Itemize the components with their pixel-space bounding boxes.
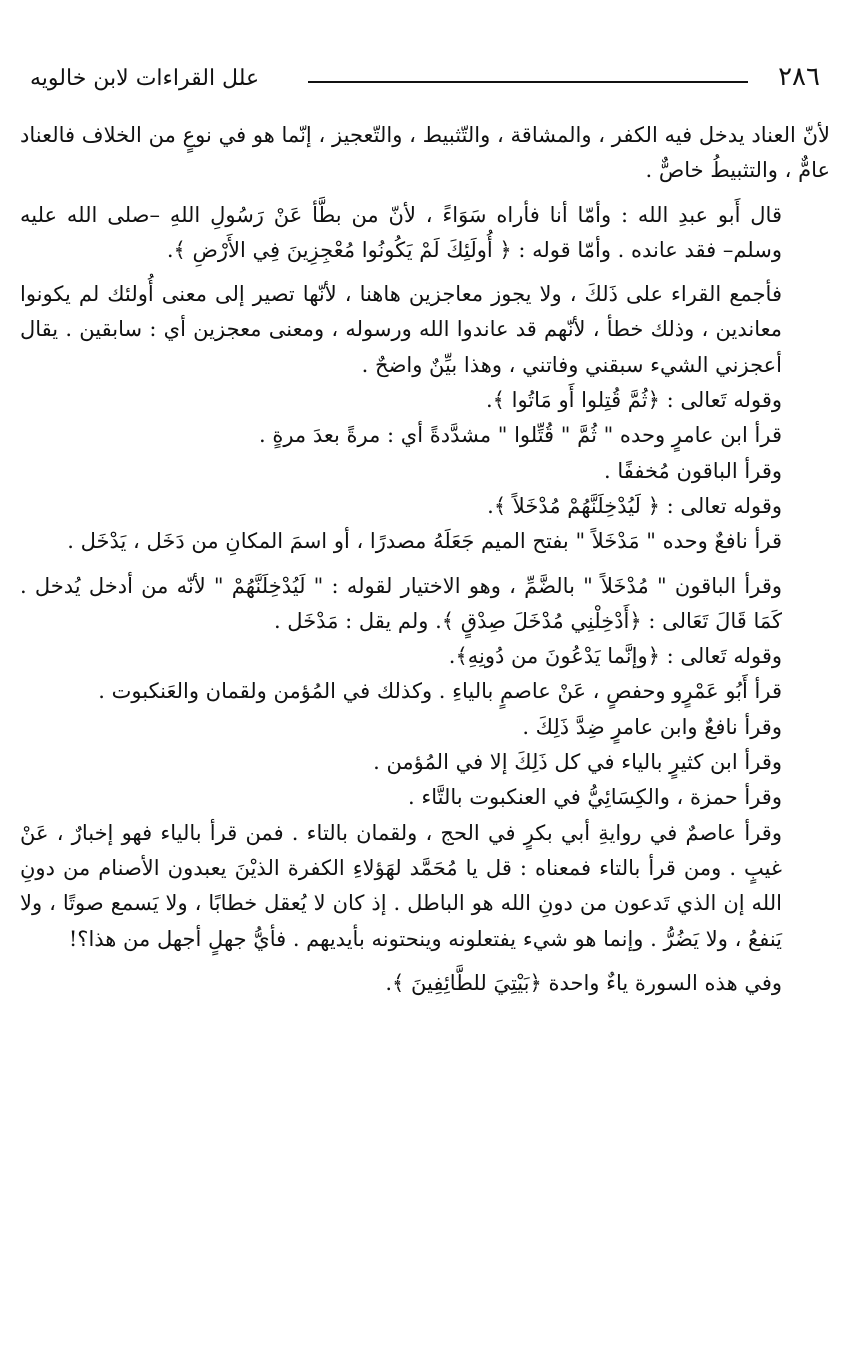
- paragraph-text: وقوله تَعالى :: [659, 388, 782, 413]
- paragraph: وقرأ الباقون مُخففًا .: [603, 458, 782, 483]
- header-rule: [308, 81, 748, 83]
- quran-quote: ﴿أَدْخِلْنِي مُدْخَلَ صِدْقٍ ﴾: [441, 608, 642, 633]
- paragraph: [20, 569, 830, 640]
- paragraph: فأجمع القراء على ذَلكَ ، ولا يجوز معاجزين هاهنا ، لأنّها تصير إلى معنى أُولئك لم يكونوا معاندين ، وذلك خطأ ، لأنّهم قد عاندوا الله ورسوله ، ومعنى معجزين أي : سابقين . يقال أعجزني الشيء سبقني وفاتني ، وهذا بيِّنٌ واضحٌ .: [20, 282, 782, 377]
- paragraph: لأنّ العناد يدخل فيه الكفر ، والمشاقة ، والتّثبيط ، والتّعجيز ، إنّما هو في نوعٍ من الخلاف فالعناد عامٌّ ، والتثبيطُ خاصٌّ .: [20, 123, 830, 183]
- paragraph-text: . ولم يقل : مَدْخَل .: [273, 608, 442, 633]
- paragraph-text: وفي هذه السورة ياءٌ واحدة: [541, 970, 782, 995]
- paragraph: [20, 198, 830, 269]
- quran-quote: ﴿وإنَّما يَدْعُونَ من دُونِهِ﴾: [455, 644, 660, 669]
- running-title: علل القراءات لابن خالويه: [30, 66, 260, 91]
- paragraph-text: وقوله تَعالى :: [659, 644, 782, 669]
- paragraph: [20, 639, 830, 674]
- body-text: [20, 118, 830, 1001]
- punctuation: .: [385, 970, 393, 995]
- quran-quote: ﴿ لَيُدْخِلَنَّهُمْ مُدْخَلاً ﴾: [493, 493, 660, 518]
- paragraph: وقرأ نافعٌ وابن عامرٍ ضِدَّ ذَلِكَ .: [522, 714, 782, 739]
- punctuation: .: [448, 644, 456, 669]
- paragraph: [20, 383, 830, 418]
- page-number: ٢٨٦: [778, 62, 820, 92]
- quran-quote: ﴿بَيْتِيَ للطَّائِفِينَ ﴾: [392, 970, 542, 995]
- page-header: [30, 60, 820, 100]
- paragraph-text: وقوله تعالى :: [659, 493, 782, 518]
- paragraph-text: قال أَبو عبدِ الله : وأمّا أنا فأراه سَوَاءً ، لأنّ من بطَّأ عَنْ رَسُولِ اللهِ –صلى الله عليه وسلم– فقد عانده . وأمّا قوله :: [20, 202, 782, 262]
- paragraph: قرأ ابن عامرٍ وحده " ثُمَّ " قُتِّلوا " مشدَّدةً أي : مرةً بعدَ مرةٍ .: [258, 423, 782, 448]
- punctuation: .: [166, 237, 174, 262]
- paragraph: قرأ أَبُو عَمْرٍو وحفصٍ ، عَنْ عاصمٍ بالياءِ . وكذلك في المُؤمن ولقمان والعَنكبوت .: [98, 679, 782, 704]
- paragraph: قرأ نافعٌ وحده " مَدْخَلاً " بفتح الميم جَعَلَهُ مصدرًا ، أو اسمَ المكانِ من دَخَل ، يَدْخَل .: [67, 529, 782, 554]
- paragraph: وقرأ عاصمٌ في روايةِ أبي بكرٍ في الحج ، ولقمان بالتاء . فمن قرأ بالياء فهو إخبارٌ ، عَنْ غيبٍ . ومن قرأ بالتاء فمعناه : قل يا مُحَمَّد لهَؤلاءِ الكفرة الذيْنَ يعبدون الأصنام من دونِ الله إن الذي تَدعون من دونِ الله هو الباطل . إذ كان لا يُعقل خطابًا ، ولا يَسمع صوتًا ، ولا يَنفعُ ، ولا يَضُرُّ . وإنما هو شيء يفتعلونه وينحتونه بأيديهم . فأيُّ جهلٍ أجهل من هذا؟!: [20, 820, 782, 951]
- quran-quote: ﴿ثُمَّ قُتِلوا أَو مَاتُوا ﴾: [492, 388, 660, 413]
- punctuation: .: [485, 388, 493, 413]
- quran-quote: ﴿ أُولَئِكَ لَمْ يَكُونُوا مُعْجِزِينَ فِي الأَرْضِ ﴾: [173, 237, 512, 262]
- punctuation: .: [487, 493, 494, 518]
- paragraph: [20, 489, 830, 524]
- paragraph: وقرأ حمزة ، والكِسَائِيُّ في العنكبوت بالتَّاء .: [408, 785, 782, 810]
- paragraph-text: وقرأ الباقون " مُدْخَلاً " بالضَّمِّ ، وهو الاختيار لقوله : " لَيُدْخِلَنَّهُمْ " لأنّه من أدخل يُدخل . كَمَا قَالَ تَعَالى :: [20, 573, 782, 633]
- paragraph: وقرأ ابن كثيرٍ بالياء في كل ذَلِكَ إلا في المُؤمن .: [373, 750, 782, 775]
- paragraph: [20, 966, 830, 1001]
